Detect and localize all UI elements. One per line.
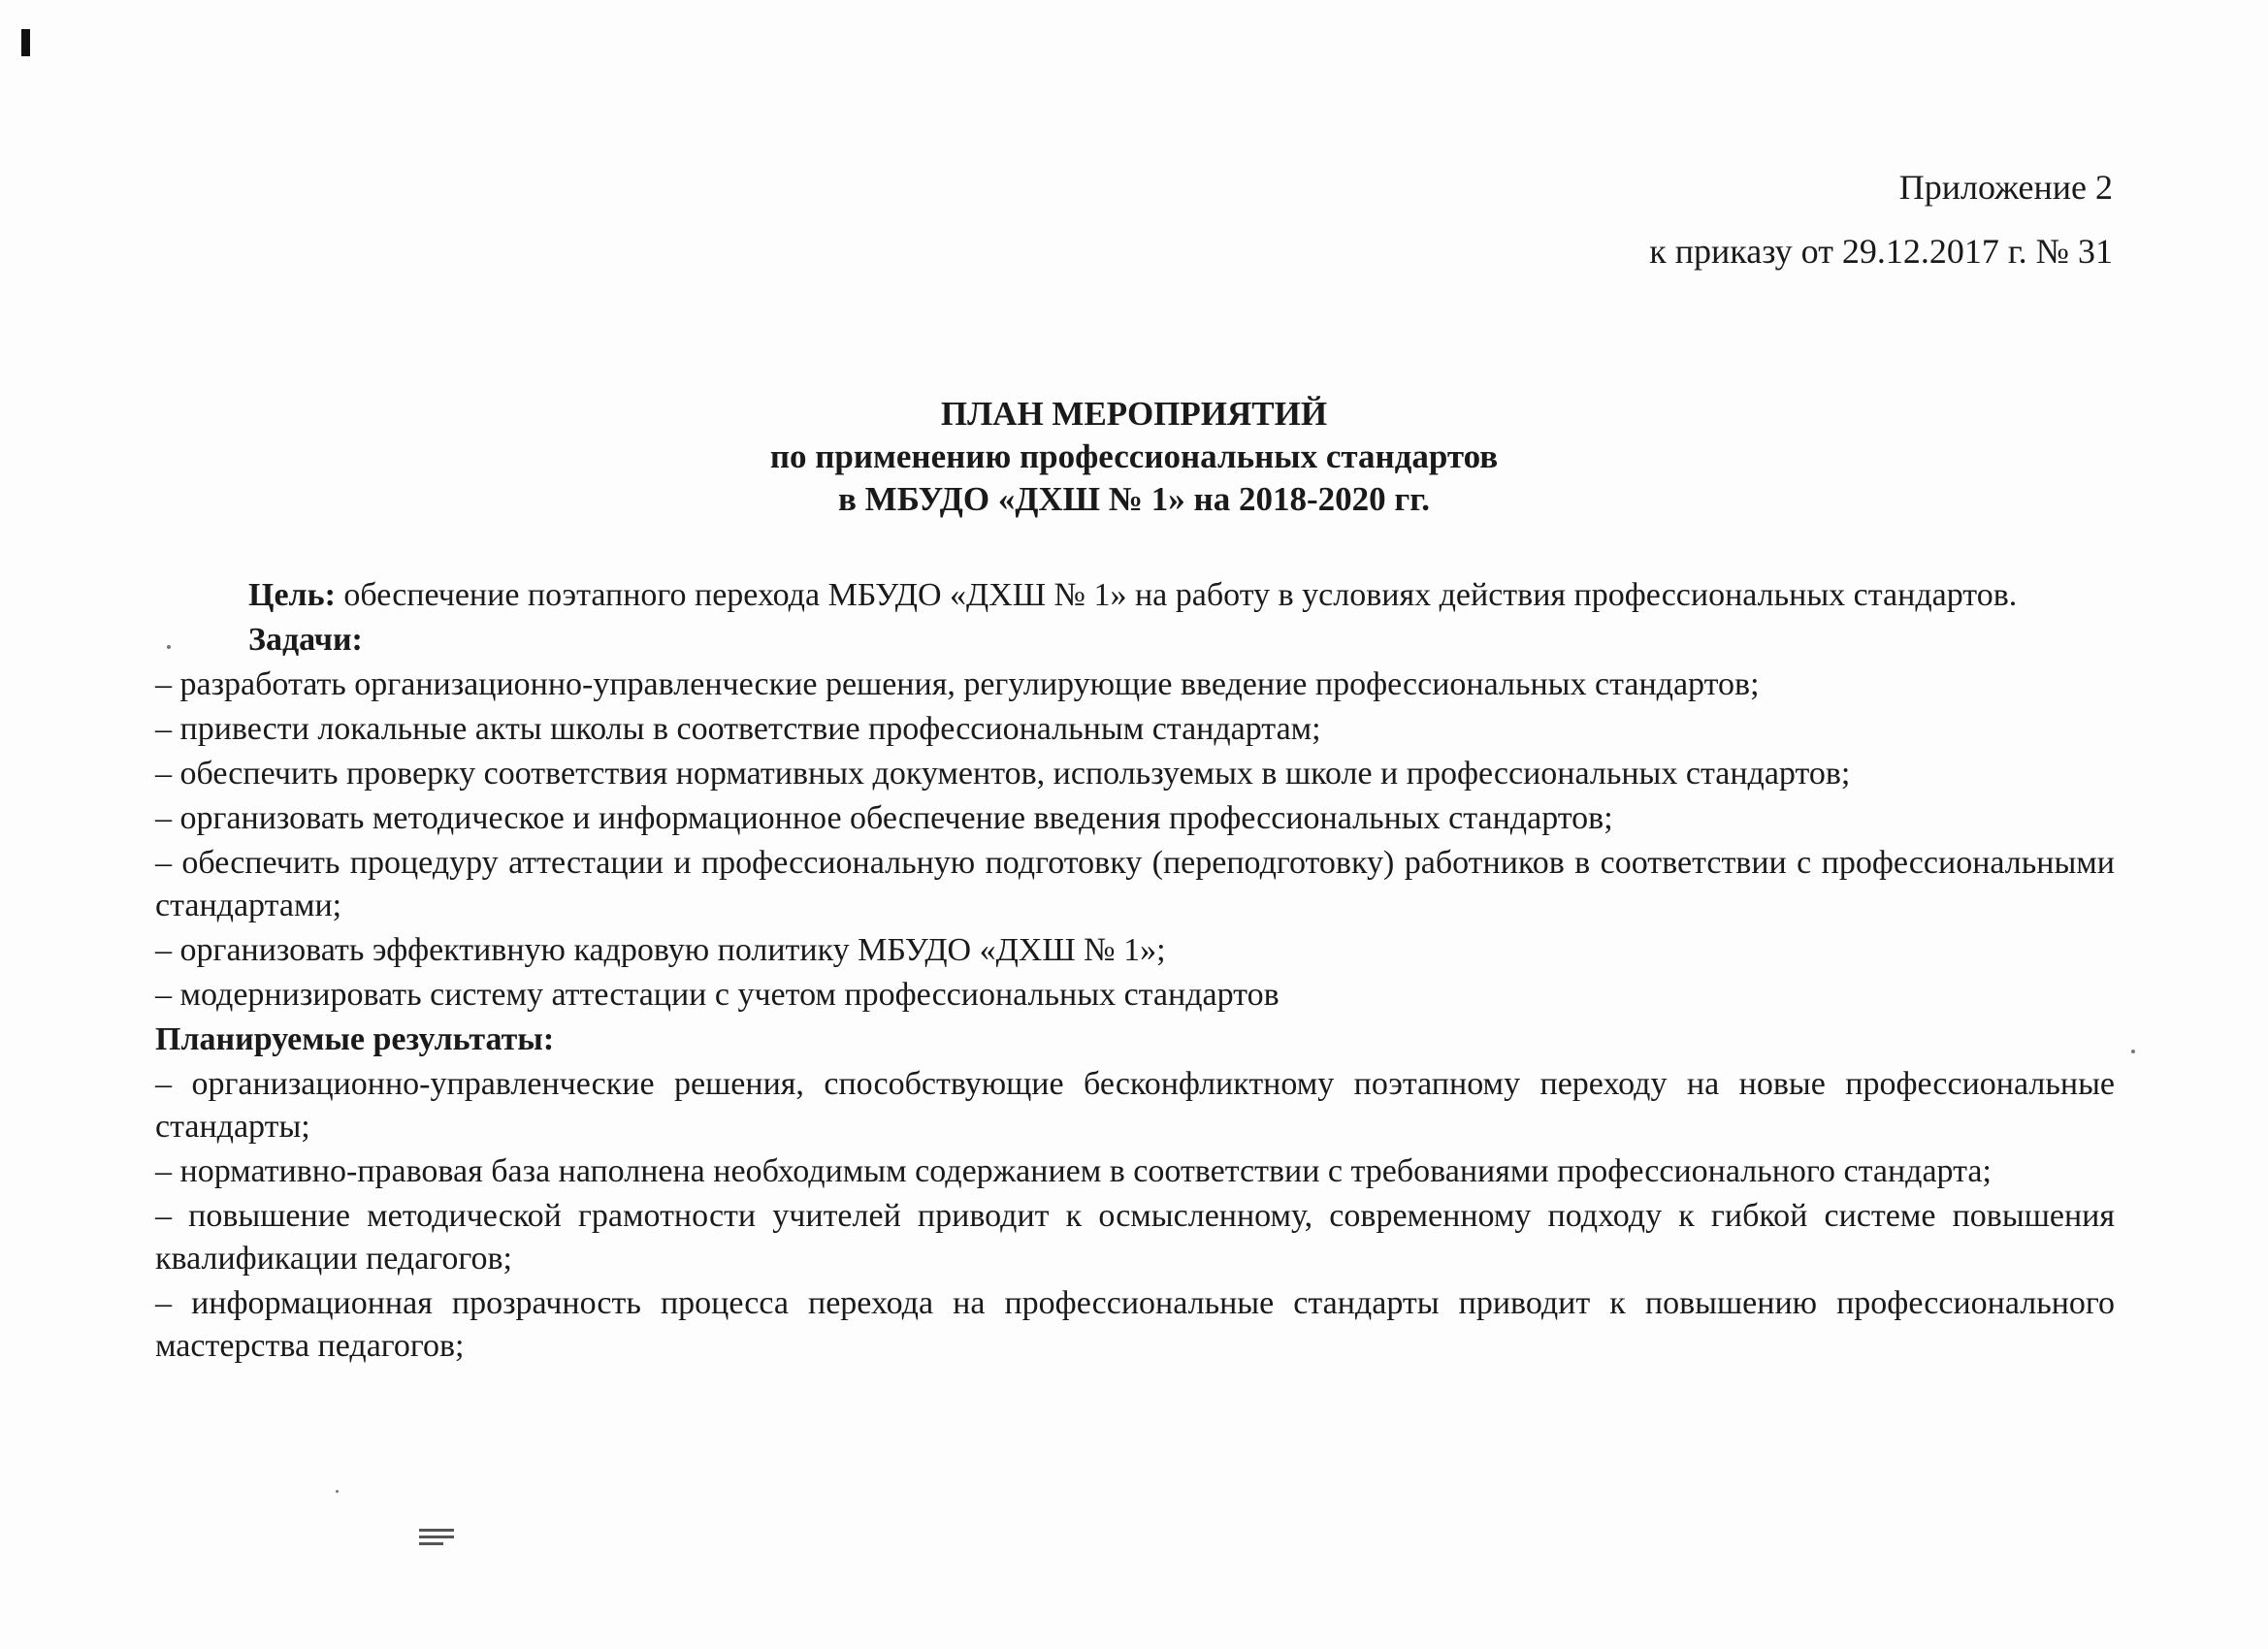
title-line-3: в МБУДО «ДХШ № 1» на 2018-2020 гг. <box>838 480 1430 518</box>
task-item: – организовать эффективную кадровую политику МБУДО «ДХШ № 1»; <box>155 932 1166 968</box>
task-item: – обеспечить проверку соответствия нормативных документов, используемых в школе и профессиональных стандартов; <box>155 756 1851 792</box>
task-item: – обеспечить процедуру аттестации и профессиональную подготовку (переподготовку) работников в соответствии с профессиональными стандартами; <box>155 845 2115 923</box>
goal-label: Цель: <box>248 577 336 613</box>
appendix-label: Приложение 2 <box>1898 168 2113 207</box>
tasks-heading: Задачи: <box>248 622 363 658</box>
task-item: – разработать организационно-управленческие решения, регулирующие введение профессиональных стандартов; <box>155 666 1760 702</box>
title-line-1: ПЛАН МЕРОПРИЯТИЙ <box>940 395 1328 433</box>
scan-artifact-icon <box>419 1529 454 1550</box>
scan-edge-mark <box>21 29 30 56</box>
task-item: – организовать методическое и информационное обеспечение введения профессиональных стандартов; <box>155 800 1613 836</box>
document-body <box>155 574 2115 1370</box>
scan-speck <box>336 1490 339 1493</box>
scan-speck <box>2131 1050 2135 1053</box>
task-item: – привести локальные акты школы в соответствие профессиональным стандартам; <box>155 711 1321 747</box>
result-item: – нормативно-правовая база наполнена необходимым содержанием в соответствии с требованиями профессионального стандарта; <box>155 1153 1992 1189</box>
goal-paragraph <box>155 574 2115 617</box>
document-title <box>0 393 2268 521</box>
order-reference: к приказу от 29.12.2017 г. № 31 <box>1649 232 2113 271</box>
result-item: – повышение методической грамотности учителей приводит к осмысленному, современному подходу к гибкой системе повышения квалификации педагогов; <box>155 1198 2115 1277</box>
approval-header <box>1649 155 2113 283</box>
title-line-2: по применению профессиональных стандартов <box>769 437 1499 475</box>
goal-text: обеспечение поэтапного перехода МБУДО «ДХШ № 1» на работу в условиях действия профессиональных стандартов. <box>335 577 2018 613</box>
result-item: – организационно-управленческие решения, способствующие бесконфликтному поэтапному переходу на новые профессиональные стандарты; <box>155 1066 2115 1145</box>
result-item: – информационная прозрачность процесса перехода на профессиональные стандарты приводит к повышению профессионального мастерства педагогов; <box>155 1285 2115 1364</box>
task-item: – модернизировать систему аттестации с учетом профессиональных стандартов <box>155 977 1280 1013</box>
results-heading: Планируемые результаты: <box>155 1021 555 1057</box>
